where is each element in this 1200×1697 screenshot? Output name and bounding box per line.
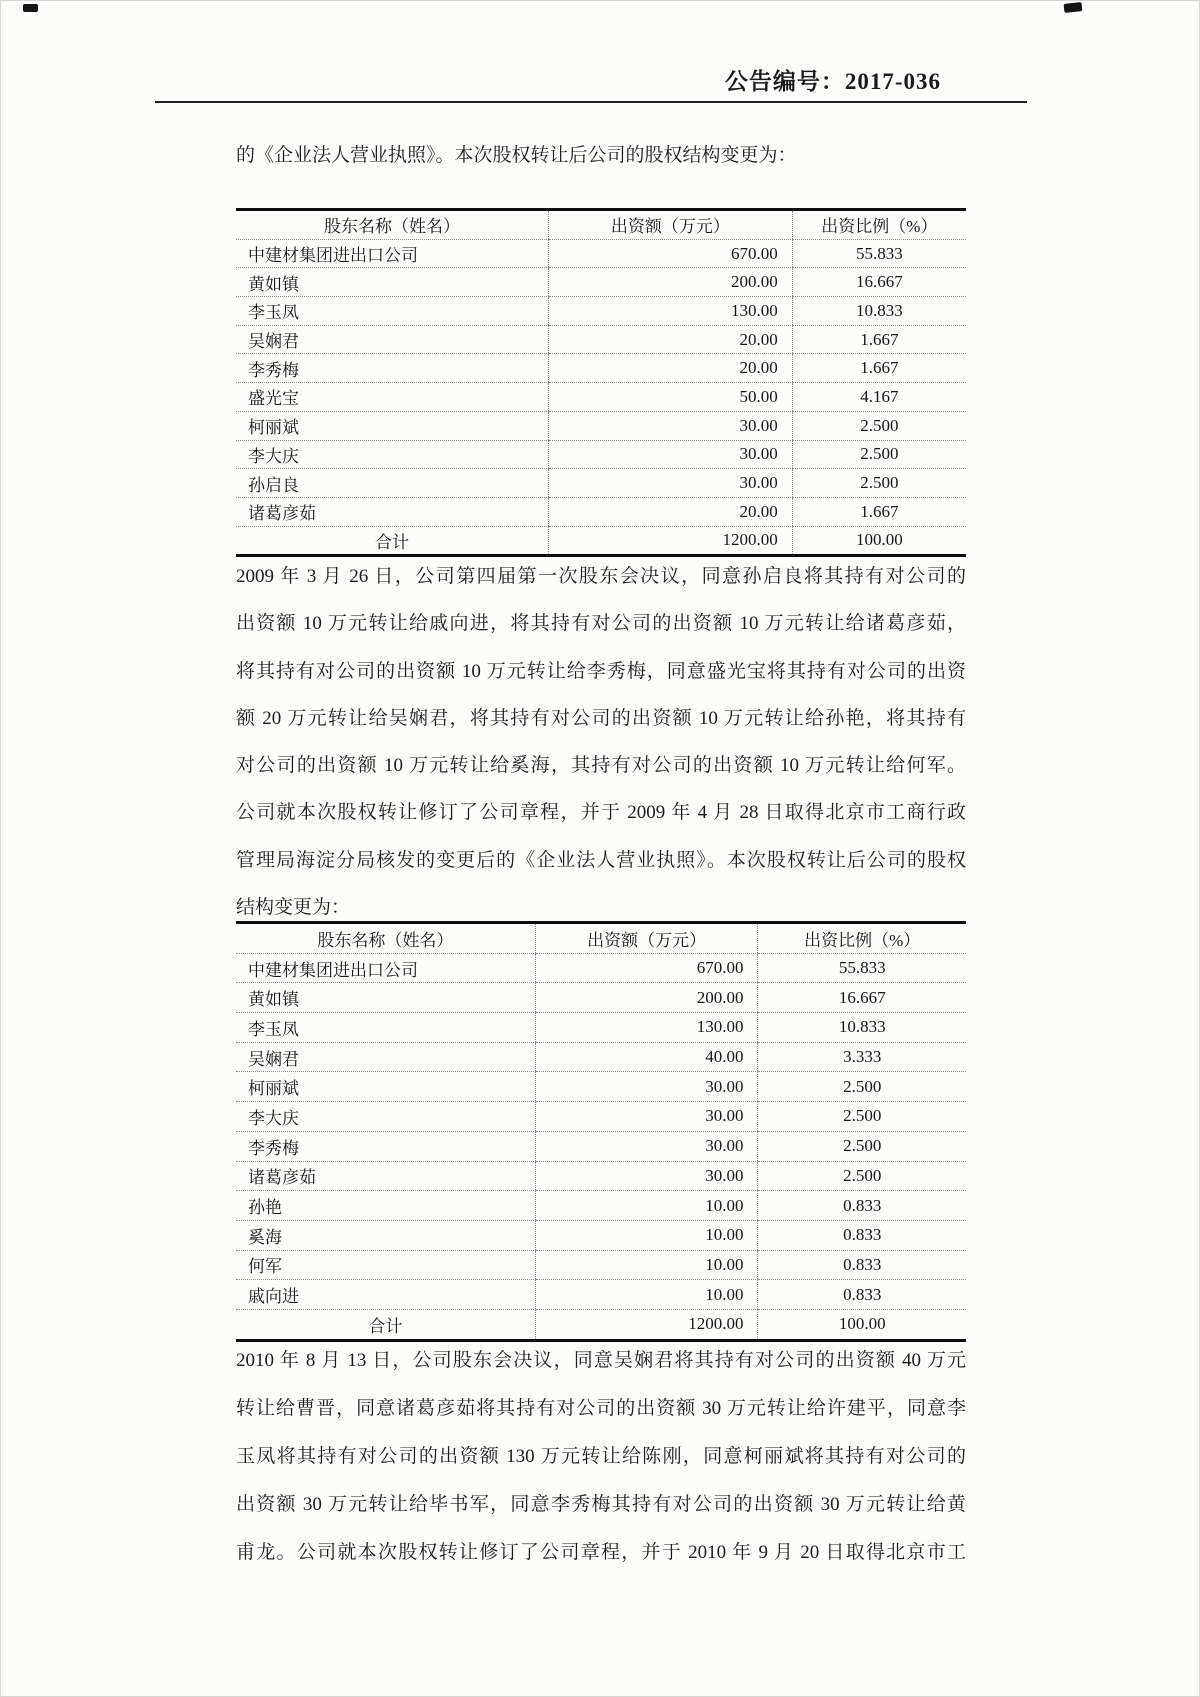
table-row bbox=[236, 1102, 966, 1132]
scan-speck-top-right bbox=[1064, 2, 1083, 13]
paragraph-line: 玉凤将其持有对公司的出资额 130 万元转让给陈刚，同意柯丽斌将其持有对公司的 bbox=[236, 1446, 966, 1467]
table-cell: 孙艳 bbox=[236, 1191, 535, 1221]
column-header-contribution: 出资额（万元） bbox=[548, 210, 792, 240]
table-cell: 吴娴君 bbox=[236, 325, 548, 354]
table-cell: 30.00 bbox=[535, 1102, 758, 1132]
table-row bbox=[236, 383, 966, 412]
table-cell: 55.833 bbox=[758, 953, 966, 983]
table-cell: 4.167 bbox=[792, 383, 966, 412]
table-row bbox=[236, 1161, 966, 1191]
table-cell: 戚向进 bbox=[236, 1280, 535, 1310]
table-cell: 孙启良 bbox=[236, 469, 548, 498]
table-cell: 40.00 bbox=[535, 1042, 758, 1072]
table-row bbox=[236, 1309, 966, 1340]
table-cell: 奚海 bbox=[236, 1220, 535, 1250]
table-cell: 诸葛彦茹 bbox=[236, 1161, 535, 1191]
table-cell: 30.00 bbox=[535, 1161, 758, 1191]
paragraph-line: 额 20 万元转让给吴娴君，将其持有对公司的出资额 10 万元转让给孙艳，将其持有 bbox=[236, 707, 966, 729]
table-cell: 1.667 bbox=[792, 497, 966, 526]
table-row bbox=[236, 1042, 966, 1072]
table-row bbox=[236, 239, 966, 268]
table-row bbox=[236, 1250, 966, 1280]
table-cell: 30.00 bbox=[535, 1072, 758, 1102]
table-cell: 20.00 bbox=[548, 325, 792, 354]
header-divider bbox=[155, 101, 1027, 103]
table-cell: 0.833 bbox=[758, 1191, 966, 1221]
table-cell: 100.00 bbox=[792, 526, 966, 556]
table-cell: 30.00 bbox=[548, 469, 792, 498]
paragraph-line: 结构变更为： bbox=[236, 897, 351, 919]
table-cell: 10.00 bbox=[535, 1220, 758, 1250]
table-cell: 0.833 bbox=[758, 1220, 966, 1250]
table-cell: 1.667 bbox=[792, 354, 966, 383]
table-cell: 柯丽斌 bbox=[236, 1072, 535, 1102]
table-row bbox=[236, 325, 966, 354]
column-header-ratio: 出资比例（%） bbox=[758, 923, 966, 954]
table-cell: 李秀梅 bbox=[236, 354, 548, 383]
table-cell: 李大庆 bbox=[236, 440, 548, 469]
paragraph-line: 转让给曹晋，同意诸葛彦茹将其持有对公司的出资额 30 万元转让给许建平，同意李 bbox=[236, 1398, 966, 1419]
table-row bbox=[236, 268, 966, 297]
paragraph-line: 公司就本次股权转让修订了公司章程，并于 2009 年 4 月 28 日取得北京市工商行政 bbox=[236, 802, 966, 824]
table-cell: 16.667 bbox=[792, 268, 966, 297]
table-row bbox=[236, 526, 966, 556]
table-cell: 30.00 bbox=[535, 1131, 758, 1161]
table-row bbox=[236, 1131, 966, 1161]
table-row bbox=[236, 440, 966, 469]
paragraph-line: 将其持有对公司的出资额 10 万元转让给李秀梅，同意盛光宝将其持有对公司的出资 bbox=[236, 660, 966, 682]
table-cell: 16.667 bbox=[758, 983, 966, 1013]
table-cell: 20.00 bbox=[548, 354, 792, 383]
table-cell: 诸葛彦茹 bbox=[236, 497, 548, 526]
shareholder-table-2008 bbox=[236, 208, 966, 557]
table-cell: 2.500 bbox=[758, 1161, 966, 1191]
table-cell: 2.500 bbox=[792, 440, 966, 469]
table-cell: 1200.00 bbox=[535, 1309, 758, 1340]
table-cell: 何军 bbox=[236, 1250, 535, 1280]
table-cell: 3.333 bbox=[758, 1042, 966, 1072]
paragraph-2010-transfer bbox=[236, 1337, 966, 1577]
table-cell: 50.00 bbox=[548, 383, 792, 412]
scan-speck-top-left bbox=[23, 4, 38, 12]
table-cell: 10.833 bbox=[792, 297, 966, 326]
table-cell: 1.667 bbox=[792, 325, 966, 354]
paragraph-line: 对公司的出资额 10 万元转让给奚海，其持有对公司的出资额 10 万元转让给何军。 bbox=[236, 755, 966, 777]
table-header-row bbox=[236, 923, 966, 954]
table-cell: 李大庆 bbox=[236, 1102, 535, 1132]
table-cell: 1200.00 bbox=[548, 526, 792, 556]
paragraph-line: 2010 年 8 月 13 日，公司股东会决议，同意吴娴君将其持有对公司的出资额 40 万元 bbox=[236, 1350, 966, 1371]
table-row bbox=[236, 469, 966, 498]
paragraph-line: 2009 年 3 月 26 日，公司第四届第一次股东会决议，同意孙启良将其持有对公司的 bbox=[236, 566, 966, 587]
table-cell: 2.500 bbox=[792, 411, 966, 440]
paragraph-line: 出资额 30 万元转让给毕书军，同意李秀梅其持有对公司的出资额 30 万元转让给黄 bbox=[236, 1494, 966, 1515]
table-cell: 20.00 bbox=[548, 497, 792, 526]
table-cell: 670.00 bbox=[548, 239, 792, 268]
table-cell: 10.833 bbox=[758, 1013, 966, 1043]
table-cell: 200.00 bbox=[548, 268, 792, 297]
table-header-row bbox=[236, 210, 966, 240]
table-cell: 中建材集团进出口公司 bbox=[236, 953, 535, 983]
table-row bbox=[236, 1220, 966, 1250]
column-header-shareholder: 股东名称（姓名） bbox=[236, 923, 535, 954]
table-row bbox=[236, 983, 966, 1013]
table-cell: 2.500 bbox=[758, 1102, 966, 1132]
table-cell: 黄如镇 bbox=[236, 268, 548, 297]
paragraph-2009-transfer bbox=[236, 553, 966, 931]
table-cell: 130.00 bbox=[548, 297, 792, 326]
table-cell: 2.500 bbox=[758, 1072, 966, 1102]
intro-text: 的《企业法人营业执照》。本次股权转让后公司的股权结构变更为： bbox=[236, 145, 797, 166]
table-row bbox=[236, 411, 966, 440]
table-cell: 合计 bbox=[236, 526, 548, 556]
column-header-ratio: 出资比例（%） bbox=[792, 210, 966, 240]
table-cell: 55.833 bbox=[792, 239, 966, 268]
table-cell: 200.00 bbox=[535, 983, 758, 1013]
table-row bbox=[236, 953, 966, 983]
table-cell: 10.00 bbox=[535, 1280, 758, 1310]
table-row bbox=[236, 1280, 966, 1310]
column-header-shareholder: 股东名称（姓名） bbox=[236, 210, 548, 240]
table-cell: 670.00 bbox=[535, 953, 758, 983]
table-cell: 2.500 bbox=[758, 1131, 966, 1161]
table-row bbox=[236, 1072, 966, 1102]
table-row bbox=[236, 1013, 966, 1043]
table-row bbox=[236, 1191, 966, 1221]
table-cell: 李秀梅 bbox=[236, 1131, 535, 1161]
table-cell: 0.833 bbox=[758, 1250, 966, 1280]
announcement-number: 公告编号：2017-036 bbox=[724, 69, 941, 94]
table-cell: 10.00 bbox=[535, 1191, 758, 1221]
table-cell: 李玉凤 bbox=[236, 297, 548, 326]
paragraph-line: 管理局海淀分局核发的变更后的《企业法人营业执照》。本次股权转让后公司的股权 bbox=[236, 849, 966, 871]
table-row bbox=[236, 297, 966, 326]
table-cell: 30.00 bbox=[548, 440, 792, 469]
table-cell: 盛光宝 bbox=[236, 383, 548, 412]
shareholder-table-2009 bbox=[236, 921, 966, 1342]
table-cell: 黄如镇 bbox=[236, 983, 535, 1013]
table-cell: 2.500 bbox=[792, 469, 966, 498]
table-cell: 0.833 bbox=[758, 1280, 966, 1310]
paragraph-line: 甫龙。公司就本次股权转让修订了公司章程，并于 2010 年 9 月 20 日取得北京市工 bbox=[236, 1542, 966, 1563]
table-row bbox=[236, 354, 966, 383]
table-cell: 100.00 bbox=[758, 1309, 966, 1340]
table-row bbox=[236, 497, 966, 526]
table-cell: 合计 bbox=[236, 1309, 535, 1340]
paragraph-line: 出资额 10 万元转让给戚向进，将其持有对公司的出资额 10 万元转让给诸葛彦茹， bbox=[236, 613, 966, 635]
table-cell: 130.00 bbox=[535, 1013, 758, 1043]
table-cell: 吴娴君 bbox=[236, 1042, 535, 1072]
table-cell: 30.00 bbox=[548, 411, 792, 440]
column-header-contribution: 出资额（万元） bbox=[535, 923, 758, 954]
table-cell: 李玉凤 bbox=[236, 1013, 535, 1043]
table-cell: 10.00 bbox=[535, 1250, 758, 1280]
table-cell: 柯丽斌 bbox=[236, 411, 548, 440]
table-cell: 中建材集团进出口公司 bbox=[236, 239, 548, 268]
